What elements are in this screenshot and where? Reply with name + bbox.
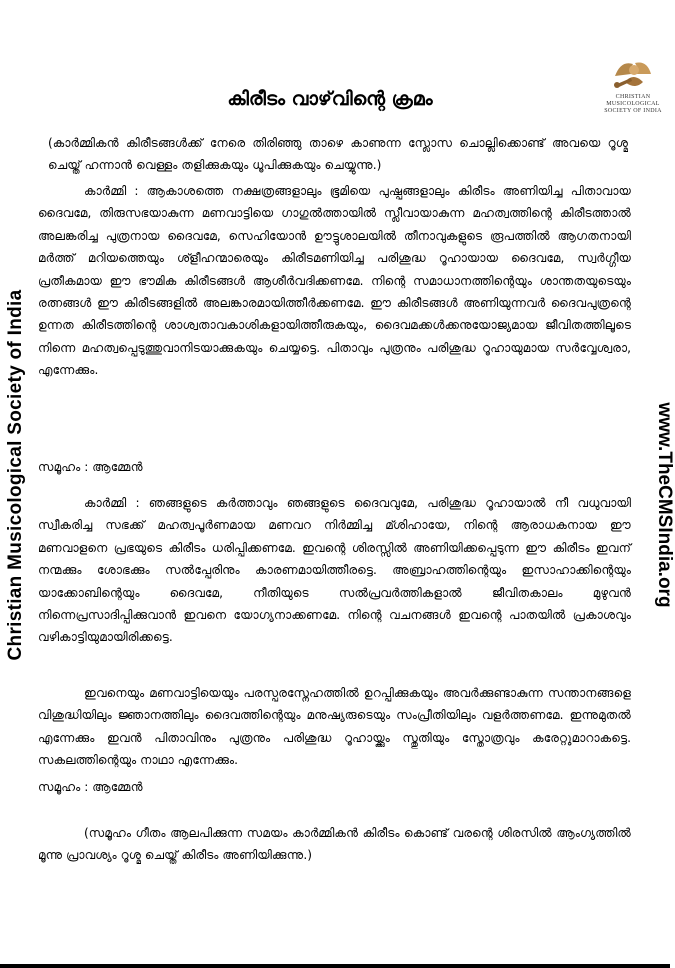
response-congregation-2: സമൂഹം : ആമ്മേൻ <box>38 780 143 794</box>
prayer-celebrant-2: കാർമ്മി : ഞങ്ങളുടെ കർത്താവും ഞങ്ങളുടെ ദൈവവുമേ, പരിശുദ്ധ റൂഹായാൽ നീ വധുവായി സ്വീകരിച്ച സഭക്ക് മഹത്വപൂർണമായ മണവറ നിർമ്മിച്ച മ്ശിഹായേ, നിന്റെ ആരാധകനായ ഈ മണവാളനെ പ്രഭയുടെ കിരീടം ധരിപ്പിക്കണമേ. ഇവന്റെ ശിരസ്സിൽ അണിയിക്കപ്പെടുന്ന ഈ കിരീടം ഇവന് നന്മക്കും ശോഭക്കും സൽപ്പേരിനും കാരണമായിത്തീരട്ടെ. അബ്രാഹത്തിന്റെയും ഇസാഹാക്കിന്റെയും യാക്കോബിന്റെയും ദൈവമേ, നീതിയുടെ സൽപ്രവർത്തികളാൽ ജീവിതകാലം മുഴുവൻ നിന്നെപ്രസാദിപ്പിക്കുവാൻ ഇവനെ യോഗ്യനാക്കണമേ. നിന്റെ വചനങ്ങൾ ഇവന്റെ പാതയിൽ പ്രകാശവും വഴികാട്ടിയുമായിരിക്കട്ടെ. <box>38 496 631 645</box>
intro-rubric: (കാർമ്മികൻ കിരീടങ്ങൾക്ക് നേരെ തിരിഞ്ഞു താഴെ കാണുന്ന സ്ലോസ ചൊല്ലിക്കൊണ്ട് അവയെ റൂശ്മ ചെയ്ത് ഹന്നാൻ വെള്ളം തളിക്കുകയും ധൂപിക്കുകയും ചെയ്യുന്നു.) <box>48 136 628 173</box>
side-watermark-website: www.TheCMSIndia.org <box>654 402 675 608</box>
logo-line-2: MUSICOLOGICAL <box>606 101 660 107</box>
response-congregation-1: സമൂഹം : ആമ്മേൻ <box>38 460 143 474</box>
society-logo <box>598 54 668 124</box>
logo-line-3: SOCIETY OF INDIA <box>604 108 662 114</box>
angel-trumpet-icon <box>611 54 655 94</box>
prayer-celebrant-3: ഇവനെയും മണവാട്ടിയെയും പരസ്പരസ്നേഹത്തിൽ ഉറപ്പിക്കുകയും അവർക്കുണ്ടാകുന്ന സന്താനങ്ങളെ വിശുദ്ധിയിലും ജ്ഞാനത്തിലും ദൈവത്തിന്റെയും മനുഷ്യരുടെയും സംപ്രീതിയിലും വളർത്തണമേ. ഇന്നുമുതൽ എന്നേക്കും ഇവൻ പിതാവിനും പുത്രനും പരിശുദ്ധ റൂഹായ്ക്കും സ്തുതിയും സ്തോത്രവും കരേറ്റുമാറാകട്ടെ. സകലത്തിന്റെയും നാഥാ എന്നേക്കും. <box>38 686 631 768</box>
page-title: കിരീടം വാഴ്‌വിന്റെ ക്രമം <box>227 88 433 110</box>
bottom-rule <box>0 964 670 968</box>
side-watermark-society: Christian Musicological Society of India <box>5 289 26 661</box>
logo-line-1: CHRISTIAN <box>615 94 651 100</box>
prayer-celebrant-1: കാർമ്മി : ആകാശത്തെ നക്ഷത്രങ്ങളാലും ഭൂമിയെ പുഷ്പങ്ങളാലും കിരീടം അണിയിച്ച പിതാവായ ദൈവമേ, തിരുസഭയാകുന്ന മണവാട്ടിയെ ഗാഗുൽത്തായിൽ സ്ലീവായാകുന്ന മഹത്വത്തിന്റെ കിരീടത്താൽ അലങ്കരിച്ച പുത്രനായ ദൈവമേ, സെഹിയോൻ ഊട്ടുശാലയിൽ തീനാവുകളുടെ രൂപത്തിൽ ആഗതനായി മർത്ത് മറിയത്തെയും ശ്ളീഹന്മാരെയും കിരീടമണിയിച്ച പരിശുദ്ധ റൂഹായായ ദൈവമേ, സ്വർഗ്ഗീയ പ്രതീകമായ ഈ ഭൗമിക കിരീടങ്ങൾ ആശീർവദിക്കണമേ. നിന്റെ സമാധാനത്തിന്റെയും ശാന്തതയുടെയും രത്നങ്ങൾ ഈ കിരീടങ്ങളിൽ അലങ്കാരമായിത്തീർക്കണമേ. ഈ കിരീടങ്ങൾ അണിയുന്നവർ ദൈവപുത്രന്റെ ഉന്നത കിരീടത്തിന്റെ ശാശ്വതാവകാശികളായിത്തീരുകയും, ദൈവമക്കൾക്കനുയോജ്യമായ ജീവിതത്തിലൂടെ നിന്നെ മഹത്വപ്പെടുത്തുവാനിടയാക്കുകയും ചെയ്യട്ടെ. പിതാവും പുത്രനും പരിശുദ്ധ റൂഹായുമായ സർവ്വേശ്വരാ, എന്നേക്കും. <box>38 184 631 378</box>
closing-rubric: (സമൂഹം ഗീതം ആലപിക്കുന്ന സമയം കാർമ്മികൻ കിരീടം കൊണ്ട് വരന്റെ ശിരസിൽ ആംഗ്യത്തിൽ മൂന്നു പ്രാവശ്യം റൂശ്മ ചെയ്ത് കിരീടം അണിയിക്കുന്നു.) <box>38 826 631 863</box>
